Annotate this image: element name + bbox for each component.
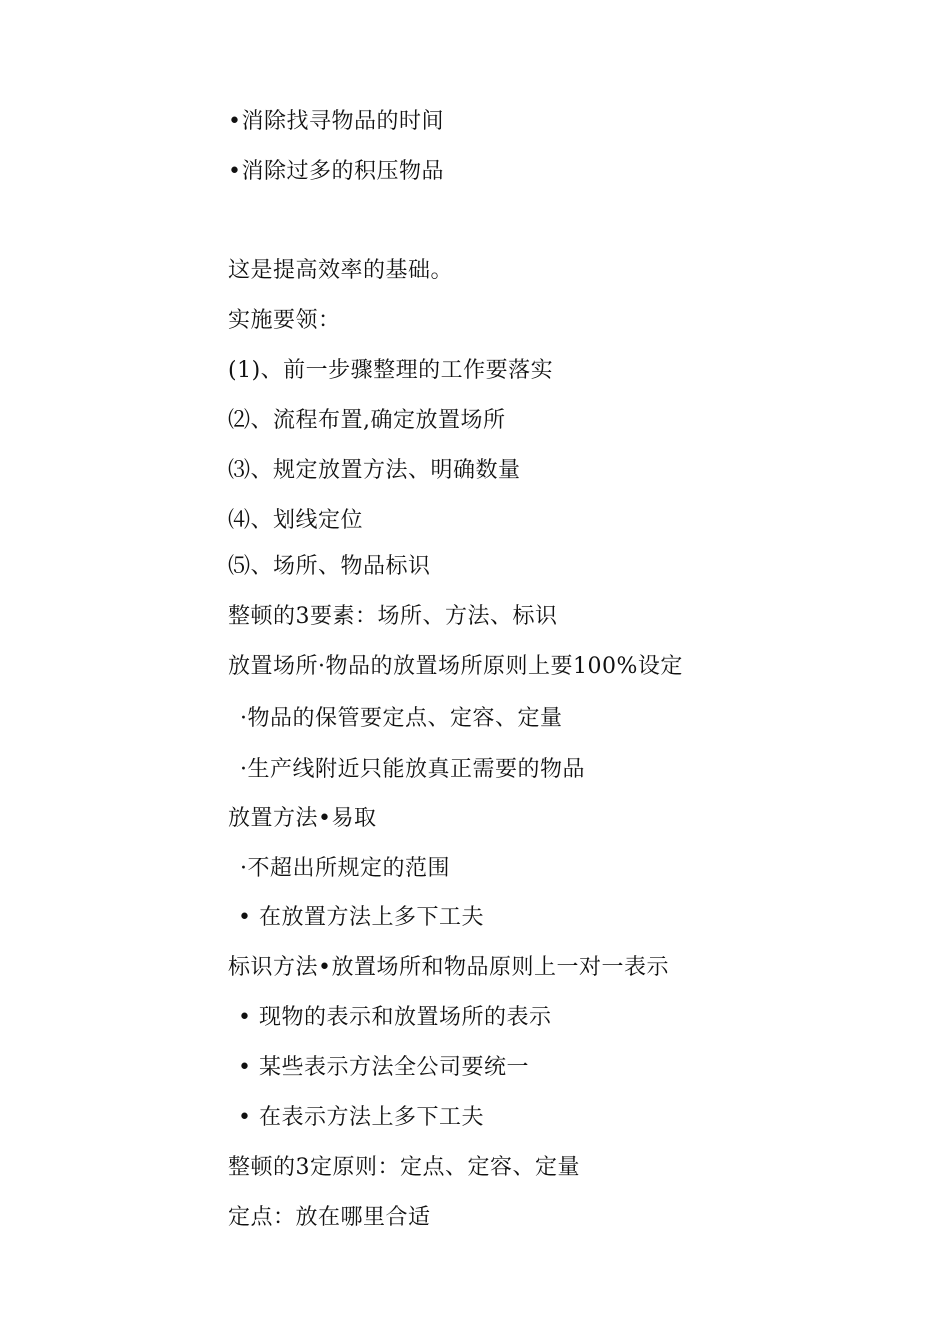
sub-item: • 现物的表示和放置场所的表示 [238, 1005, 552, 1030]
text-line: 标识方法•放置场所和物品原则上一对一表示 [228, 955, 669, 980]
numbered-item: ⑶、规定放置方法、明确数量 [228, 458, 521, 483]
sub-item: • 某些表示方法全公司要统一 [238, 1055, 529, 1080]
text-line: 放置场所·物品的放置场所原则上要100%设定 [228, 654, 683, 679]
text-line: 放置方法•易取 [228, 806, 377, 831]
section-heading: 实施要领： [228, 308, 341, 333]
text-line: 整顿的3定原则：定点、定容、定量 [228, 1155, 580, 1180]
sub-item: ·物品的保管要定点、定容、定量 [240, 706, 563, 731]
sub-item: ·不超出所规定的范围 [240, 856, 450, 881]
numbered-item: ⑷、划线定位 [228, 508, 364, 533]
sub-item: ·生产线附近只能放真正需要的物品 [240, 757, 585, 782]
bullet-line: •消除过多的积压物品 [228, 159, 444, 184]
text-line: 这是提高效率的基础。 [228, 258, 454, 283]
bullet-line: •消除找寻物品的时间 [228, 109, 444, 134]
sub-item: • 在放置方法上多下工夫 [238, 905, 484, 930]
numbered-item: ⑸、场所、物品标识 [228, 554, 431, 579]
sub-item: • 在表示方法上多下工夫 [238, 1105, 484, 1130]
text-line: 定点：放在哪里合适 [228, 1205, 431, 1230]
numbered-item: ⑵、流程布置,确定放置场所 [228, 408, 506, 433]
text-line: 整顿的3要素：场所、方法、标识 [228, 604, 558, 629]
numbered-item: (1)、前一步骤整理的工作要落实 [228, 358, 554, 383]
